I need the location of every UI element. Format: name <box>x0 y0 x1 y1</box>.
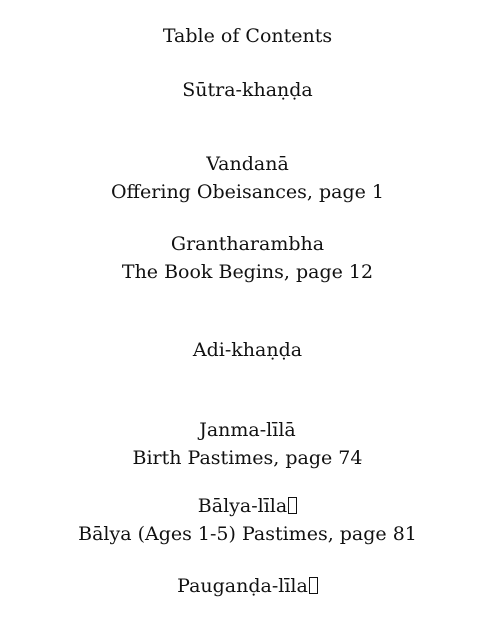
section-heading-sutra-khanda: Sūtra-khaṇḍa <box>182 79 313 101</box>
entry-name-paugandha-lila-text: Pauganḍa-līla <box>177 575 308 597</box>
entry-description-vandana: Offering Obeisances, page 1 <box>110 181 385 203</box>
entry-name-janma-lila: Janma-līlā <box>199 419 296 441</box>
section-heading-adi-khanda: Adi-khaṇḍa <box>192 339 303 361</box>
toc-title: Table of Contents <box>162 25 333 47</box>
missing-glyph-icon <box>288 497 297 514</box>
entry-name-balya-lila <box>0 494 495 518</box>
entry-name-vandana: Vandanā <box>206 153 289 175</box>
entry-name-grantharambha: Grantharambha <box>170 233 325 255</box>
entry-name-paugandha-lila <box>0 574 495 598</box>
entry-description-balya-lila: Bālya (Ages 1-5) Pastimes, page 81 <box>78 523 417 545</box>
missing-glyph-icon <box>309 577 318 594</box>
entry-description-grantharambha: The Book Begins, page 12 <box>121 261 374 283</box>
entry-name-balya-lila-text: Bālya-līla <box>197 495 288 517</box>
entry-description-janma-lila: Birth Pastimes, page 74 <box>132 447 363 469</box>
